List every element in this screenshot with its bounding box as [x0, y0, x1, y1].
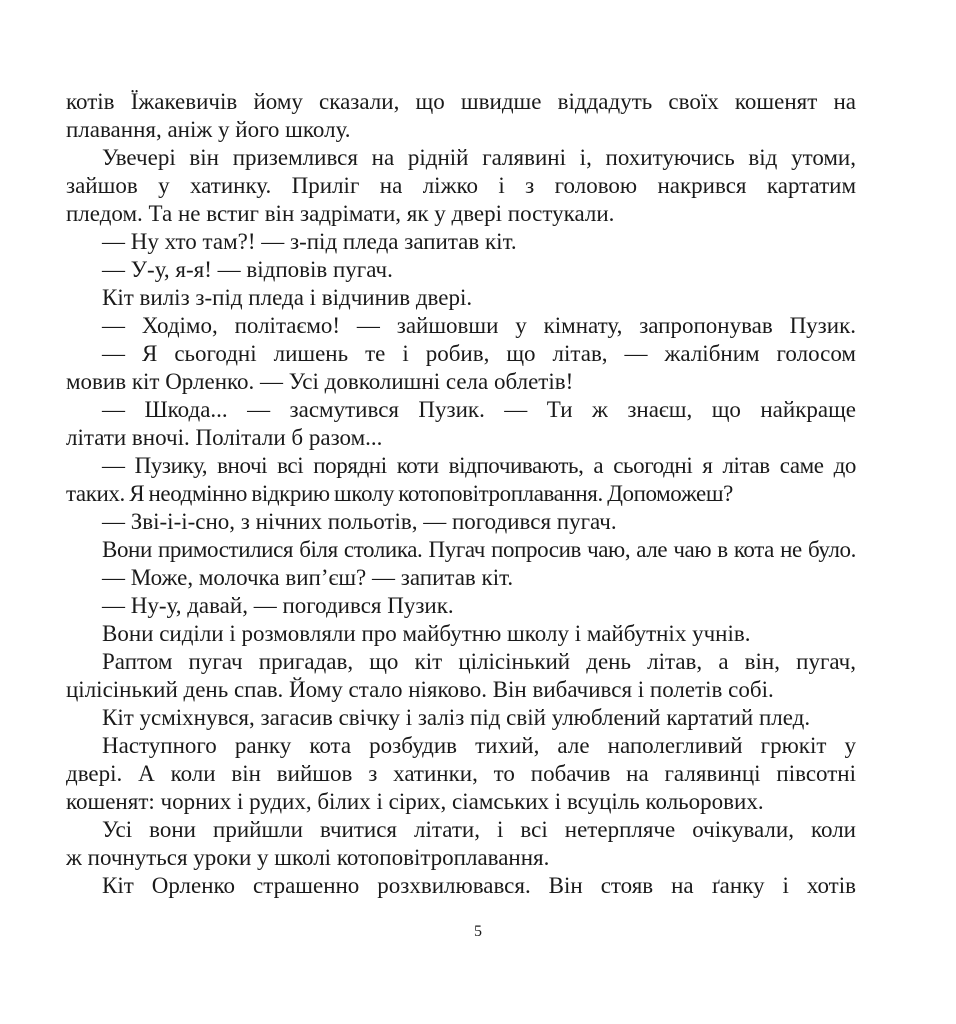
- text-line: Усі вони прийшли вчитися літати, і всі нетерпляче очікували, коли: [102, 817, 856, 842]
- text-line: Вони примостилися біля столика. Пугач попросив чаю, але чаю в кота не було.: [102, 537, 856, 562]
- text-line: — Може, молочка вип’єш? — запитав кіт.: [102, 565, 514, 590]
- text-line: мовив кіт Орленко. — Усі довколишні села облетів!: [66, 369, 574, 394]
- text-line: цілісінький день спав. Йому стало ніяково. Він вибачився і полетів собі.: [66, 677, 774, 702]
- text-line: Увечері він приземлився на рідній галявині і, похитуючись від утоми,: [102, 145, 856, 170]
- text-line: пледом. Та не встиг він задрімати, як у двері постукали.: [66, 201, 615, 226]
- text-line: Кіт виліз з-під пледа і відчинив двері.: [102, 285, 473, 310]
- text-line: Наступного ранку кота розбудив тихий, але наполегливий грюкіт у: [102, 733, 856, 758]
- text-line: котів Їжакевичів йому сказали, що швидше віддадуть своїх кошенят на: [66, 89, 856, 114]
- page-number: 5: [474, 923, 482, 940]
- text-line: — Я сьогодні лишень те і робив, що літав, — жалібним голосом: [102, 341, 856, 366]
- text-line: літати вночі. Політали б разом...: [66, 425, 383, 450]
- page-text: [66, 88, 856, 900]
- text-line: зайшов у хатинку. Приліг на ліжко і з головою накрився картатим: [66, 173, 856, 198]
- text-line: кошенят: чорних і рудих, білих і сірих, сіамських і всуціль кольорових.: [66, 789, 764, 814]
- text-line: Кіт Орленко страшенно розхвилювався. Він стояв на ґанку і хотів: [102, 873, 856, 898]
- text-line: Вони сиділи і розмовляли про майбутню школу і майбутніх учнів.: [102, 621, 751, 646]
- text-line: — Ну хто там?! — з-під пледа запитав кіт.: [102, 229, 517, 254]
- text-line: — Шкода... — засмутився Пузик. — Ти ж знаєш, що найкраще: [102, 397, 856, 422]
- text-line: — Ну-у, давай, — погодився Пузик.: [102, 593, 454, 618]
- text-line: — Пузику, вночі всі порядні коти відпочивають, а сьогодні я літав саме до: [102, 453, 856, 478]
- text-line: таких. Я неодмінно відкрию школу котоповітроплавання. Допоможеш?: [66, 481, 733, 506]
- text-line: — Зві-і-і-сно, з нічних польотів, — погодився пугач.: [102, 509, 617, 534]
- text-line: плавання, аніж у його школу.: [66, 117, 351, 142]
- text-line: — Ходімо, політаємо! — зайшовши у кімнату, запропонував Пузик.: [102, 313, 856, 338]
- text-line: Раптом пугач пригадав, що кіт цілісінький день літав, а він, пугач,: [102, 649, 856, 674]
- text-line: Кіт усміхнувся, загасив свічку і заліз під свій улюблений картатий плед.: [102, 705, 811, 730]
- text-line: двері. А коли він вийшов з хатинки, то побачив на галявинці півсотні: [66, 761, 856, 786]
- text-line: ж почнуться уроки у школі котоповітроплавання.: [66, 845, 550, 870]
- text-line: — У-у, я-я! — відповів пугач.: [102, 257, 393, 282]
